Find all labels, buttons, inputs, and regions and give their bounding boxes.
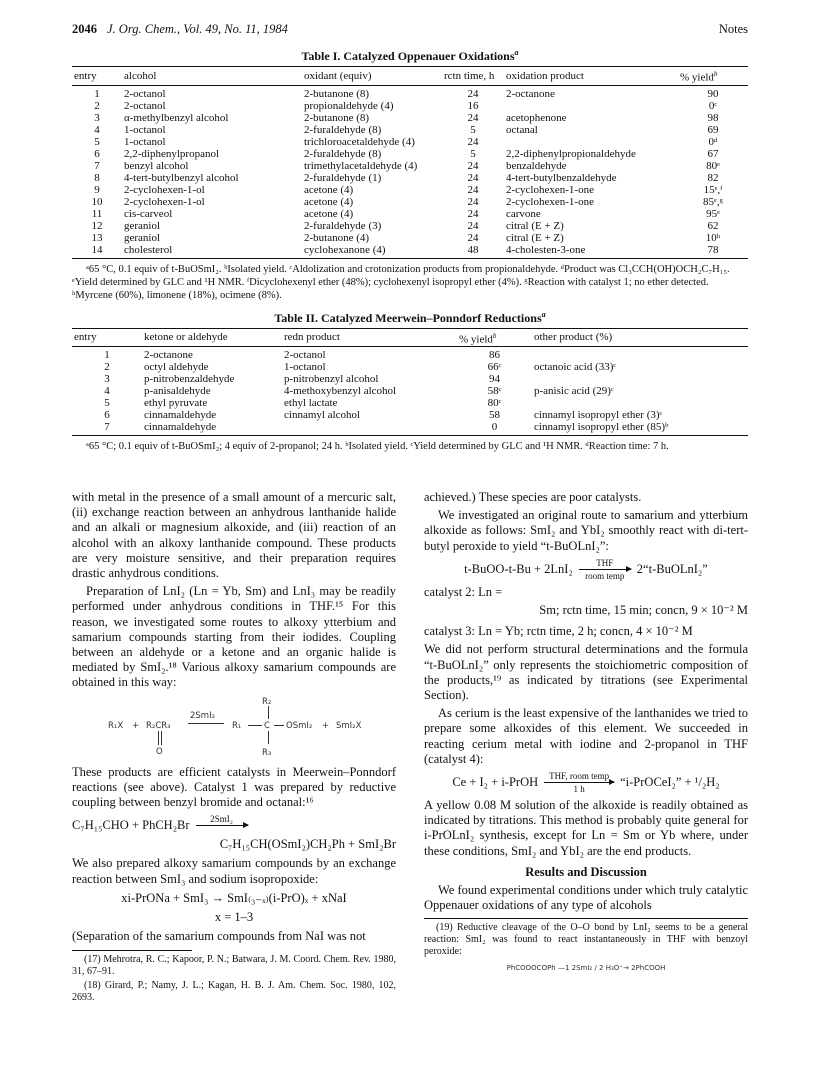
table2-cell: 86 bbox=[489, 349, 500, 362]
table1-cell: geraniol bbox=[124, 231, 161, 244]
table1-row bbox=[72, 85, 748, 100]
table1-row bbox=[72, 160, 748, 172]
reference-17: (17) Mehrotra, R. C.; Kapoor, P. N.; Batwara, J. M. Coord. Chem. Rev. 1980, 31, 67–91. bbox=[72, 954, 396, 978]
equation-1: C₇H₁₅CHO + PhCH₂Br 2SmI₂ C₇H₁₅CH(OSmI₂)CH₂Ph + SmI₂Br bbox=[72, 814, 396, 852]
table1-cell: 95ᵉ bbox=[706, 207, 720, 220]
table2-cell: 5 bbox=[104, 397, 110, 410]
table1-cell: 67 bbox=[707, 147, 719, 160]
table2-cell bbox=[282, 421, 457, 436]
table1-cell: 2-furaldehyde (1) bbox=[304, 171, 382, 184]
table1-cell: 24 bbox=[467, 171, 479, 184]
table1-cell: trimethylacetaldehyde (4) bbox=[304, 159, 418, 172]
table2-col-other: other product (%) bbox=[532, 328, 748, 347]
table1-row bbox=[72, 196, 748, 208]
table1-cell bbox=[504, 136, 678, 148]
table1-cell: 13 bbox=[91, 231, 103, 244]
table1-cell: acetophenone bbox=[506, 111, 567, 124]
table1 bbox=[72, 66, 748, 259]
footnote-rule bbox=[72, 950, 192, 951]
table1-cell: 5 bbox=[94, 135, 100, 148]
table1-cell: 6 bbox=[94, 147, 100, 160]
table1-row bbox=[72, 136, 748, 148]
table1-cell: 10 bbox=[91, 195, 103, 208]
table1-cell: α-methylbenzyl alcohol bbox=[124, 111, 229, 124]
table1-cell: 11 bbox=[91, 207, 103, 220]
table1-header-row bbox=[72, 67, 748, 86]
table1-cell: 69 bbox=[707, 123, 719, 136]
table2-cell: 4 bbox=[104, 385, 110, 398]
table2-cell: 2 bbox=[104, 361, 110, 374]
right-paragraph-4: As cerium is the least expensive of the lanthanides we tried to prepare some alkoxides of this element. We succeeded in reacting cerium metal with iodine and 2-propanol in THF (catalyst 4): bbox=[424, 706, 748, 766]
left-paragraph-5: (Separation of the samarium compounds from NaI was not bbox=[72, 929, 366, 944]
table1-cell: 0ᵈ bbox=[708, 135, 718, 148]
left-column bbox=[72, 490, 396, 1006]
table1-row bbox=[72, 172, 748, 184]
table2-cell: 6 bbox=[104, 409, 110, 422]
table1-cell: 14 bbox=[72, 244, 122, 259]
table2-cell: 58 bbox=[489, 409, 500, 422]
table1-cell: 24 bbox=[467, 231, 479, 244]
table1-col-oxidant: oxidant (equiv) bbox=[302, 67, 442, 86]
table1-cell: 4-cholesten-3-one bbox=[504, 244, 678, 259]
table2-cell: p-nitrobenzaldehyde bbox=[144, 373, 235, 386]
table1-cell: 24 bbox=[467, 219, 479, 232]
left-paragraph-4: We also prepared alkoxy samarium compounds by an exchange reaction between SmI₃ and sodium isopropoxide: bbox=[72, 856, 396, 886]
table2-cell: cinnamyl isopropyl ether (85)ᵇ bbox=[532, 421, 748, 436]
table2-row bbox=[72, 373, 748, 385]
table1-col-entry: entry bbox=[72, 67, 122, 86]
table1-cell: 2-butanone (4) bbox=[304, 231, 370, 244]
table1-cell: 98 bbox=[707, 111, 719, 124]
table2-footnote: ᵃ65 °C; 0.1 equiv of t-BuOSmI₂; 4 equiv of 2-propanol; 24 h. ᵇIsolated yield. ᶜYield determined by GLC and ¹H NMR. ᵈReaction time: 7 h. bbox=[86, 441, 669, 453]
table1-cell: 2-butanone (8) bbox=[304, 87, 370, 100]
table1-cell: 2 bbox=[94, 99, 100, 112]
table2-cell: 7 bbox=[72, 421, 142, 436]
table1-cell: 2-octanol bbox=[124, 99, 166, 112]
table1-cell: 1-octanol bbox=[124, 135, 166, 148]
table1-cell: 24 bbox=[467, 111, 479, 124]
page-header bbox=[72, 22, 748, 42]
table1-cell: trichloroacetaldehyde (4) bbox=[304, 135, 415, 148]
table2-col-entry: entry bbox=[72, 328, 142, 347]
table2-cell bbox=[532, 397, 748, 409]
table1-cell: 5 bbox=[470, 147, 476, 160]
table2-cell: p-anisaldehyde bbox=[144, 385, 211, 398]
table2-cell: 3 bbox=[104, 373, 110, 386]
table2-col-ketone: ketone or aldehyde bbox=[142, 328, 282, 347]
table1-cell: cholesterol bbox=[122, 244, 302, 259]
equation-3: t-BuOO-t-Bu + 2LnI₂ THF room temp 2“t-BuOLnI₂” bbox=[464, 557, 708, 581]
catalyst-2-details: Sm; rctn time, 15 min; concn, 9 × 10⁻² M bbox=[539, 603, 748, 618]
table2-cell: 80ᶜ bbox=[487, 397, 502, 410]
table1-cell: 2,2-diphenylpropionaldehyde bbox=[506, 147, 636, 160]
table2-cell: 58ᶜ bbox=[487, 385, 502, 398]
table1-cell: 62 bbox=[707, 219, 719, 232]
table2-row bbox=[72, 385, 748, 397]
table2-cell: cinnamyl isopropyl ether (3)ᶜ bbox=[534, 409, 663, 422]
table1-footnote: ᵃ65 °C, 0.1 equiv of t-BuOSmI₂. ᵇIsolated yield. ᶜAldolization and crotonization products from propionaldehyde. ᵈProduct was Cl₃CCH(OH)OCH₂C₇H₁₅. ᵉYield determined by GLC and ¹H NMR. ᶠDicyclohexenyl ether (48%); cyclohexenyl isopropyl ether (4%). ᵍReaction with catalyst 1; no ether detected. ʰMyrcene (60%), limonene (18%), ocimene (8%). bbox=[72, 263, 730, 301]
table2-row bbox=[72, 397, 748, 409]
right-references bbox=[424, 922, 748, 974]
table1-cell: benzyl alcohol bbox=[124, 159, 189, 172]
table1-row bbox=[72, 244, 748, 259]
table1-cell: 7 bbox=[94, 159, 100, 172]
left-paragraph-2: Preparation of LnI₂ (Ln = Yb, Sm) and LnI₃ may be readily performed under anhydrous conditions in THF.¹⁵ For this reason, we investigated some routes to alkoxy ytterbium and samarium compounds starting from their iodides. Coupling between an aldehyde or a ketone and an organic halide is mediated by SmI₂.¹⁸ Various alkoxy samarium compounds are obtained in this way: bbox=[72, 584, 396, 690]
table2-cell bbox=[532, 373, 748, 385]
journal-citation: J. Org. Chem., Vol. 49, No. 11, 1984 bbox=[107, 22, 288, 36]
table1-cell: 5 bbox=[470, 123, 476, 136]
table2-cell: ethyl lactate bbox=[284, 397, 338, 410]
table1-cell: 2-furaldehyde (8) bbox=[304, 123, 382, 136]
table1-cell: 2-cyclohexen-1-one bbox=[506, 195, 594, 208]
table1-row bbox=[72, 184, 748, 196]
table1-cell: 48 bbox=[442, 244, 504, 259]
table1-cell: 80ᵉ bbox=[706, 159, 720, 172]
table1-col-product: oxidation product bbox=[504, 67, 678, 86]
table1-row bbox=[72, 112, 748, 124]
table2-cell: cinnamaldehyde bbox=[142, 421, 282, 436]
table1-cell: carvone bbox=[506, 207, 541, 220]
table2-col-yield: % yield$^b$ bbox=[457, 328, 532, 347]
table1-col-alcohol: alcohol bbox=[122, 67, 302, 86]
table2-cell: 2-octanone bbox=[144, 349, 193, 362]
table1-cell: citral (E + Z) bbox=[506, 231, 564, 244]
table1-cell: 9 bbox=[94, 183, 100, 196]
table1-cell: 2,2-diphenylpropanol bbox=[124, 147, 220, 160]
table1-cell: citral (E + Z) bbox=[506, 219, 564, 232]
table1-cell: geraniol bbox=[124, 219, 161, 232]
right-paragraph-3: We did not perform structural determinations and the formula “t-BuOLnI₂” only represents the stoichiometric composition of the products,¹⁹ as indicated by titrations (see Experimental Section). bbox=[424, 642, 748, 703]
table1-cell: octanal bbox=[506, 123, 538, 136]
table2-cell: 94 bbox=[489, 373, 500, 386]
table2-row bbox=[72, 421, 748, 436]
catalyst-3-details: catalyst 3: Ln = Yb; rctn time, 2 h; concn, 4 × 10⁻² M bbox=[424, 624, 693, 639]
table1-cell: 24 bbox=[467, 135, 479, 148]
table1-cell: 82 bbox=[707, 171, 719, 184]
equation-2: xi-PrONa + SmI₃ → SmI₍₃₋ₓ₎(i-PrO)ₓ + xNaI bbox=[121, 890, 347, 905]
table1-row bbox=[72, 208, 748, 220]
table2-cell: octanoic acid (33)ᶜ bbox=[534, 361, 617, 374]
catalyst-2-label: catalyst 2: Ln = bbox=[424, 584, 503, 599]
table2-cell: 1 bbox=[104, 349, 110, 362]
table2-cell: cinnamaldehyde bbox=[144, 409, 217, 422]
equation-4: Ce + I₂ + i-PrOH THF, room temp 1 h “i-PrOCeI₂” + ¹/₂H₂ bbox=[452, 771, 720, 795]
table2-row bbox=[72, 347, 748, 362]
table1-cell: 2-furaldehyde (8) bbox=[304, 147, 382, 160]
table2-cell: p-nitrobenzyl alcohol bbox=[284, 373, 379, 386]
table1-cell: 24 bbox=[467, 159, 479, 172]
table1-cell: 2-octanone bbox=[506, 87, 555, 100]
table1-cell: 4-tert-butylbenzyl alcohol bbox=[124, 171, 239, 184]
table1-cell: 12 bbox=[91, 219, 103, 232]
table1-cell: 2-cyclohexen-1-ol bbox=[124, 183, 205, 196]
table1-cell: acetone (4) bbox=[304, 183, 354, 196]
table1-cell: cyclohexanone (4) bbox=[302, 244, 442, 259]
equation-2b: x = 1–3 bbox=[214, 910, 254, 925]
table1-cell: 4 bbox=[94, 123, 100, 136]
table1-cell: 24 bbox=[467, 207, 479, 220]
reference-19: (19) Reductive cleavage of the O–O bond by LnI₂ seems to be a general reaction: SmI₂ was found to react instantaneously in THF with benzoyl peroxide: bbox=[424, 922, 748, 958]
page-number: 2046 bbox=[72, 22, 97, 36]
right-paragraph-2: We investigated an original route to samarium and ytterbium alkoxide as follows: SmI₂ and YbI₂ smoothly react with di-tert-butyl peroxide to yield “t-BuOLnI₂”: bbox=[424, 508, 748, 553]
reference-19-equation: PhCOOOCOPh —1 2SmI₂ / 2 H₃O⁺→ 2PhCOOH bbox=[506, 964, 666, 973]
table1-cell: propionaldehyde (4) bbox=[304, 99, 394, 112]
table1-cell: 24 bbox=[467, 195, 479, 208]
body-columns bbox=[72, 490, 748, 1050]
table1-cell: 10ʰ bbox=[705, 231, 721, 244]
table1-cell: 2-cyclohexen-1-one bbox=[506, 183, 594, 196]
table1-cell: 2-butanone (8) bbox=[304, 111, 370, 124]
table1-cell: acetone (4) bbox=[304, 207, 354, 220]
table1-cell: 16 bbox=[467, 99, 479, 112]
right-paragraph-6: We found experimental conditions under which truly catalytic Oppenauer oxidations of any type of alcohols bbox=[424, 883, 748, 913]
table1-row bbox=[72, 148, 748, 160]
table1-cell: 3 bbox=[94, 111, 100, 124]
table1-cell: 4-tert-butylbenzaldehyde bbox=[506, 171, 617, 184]
journal-page bbox=[72, 22, 748, 1004]
table1-row bbox=[72, 220, 748, 232]
table1-cell: 8 bbox=[94, 171, 100, 184]
reference-18: (18) Girard, P.; Namy, J. L.; Kagan, H. B. J. Am. Chem. Soc. 1980, 102, 2693. bbox=[72, 980, 396, 1004]
table1-cell: benzaldehyde bbox=[506, 159, 567, 172]
table1-cell: 1-octanol bbox=[124, 123, 166, 136]
right-column bbox=[424, 490, 748, 974]
table2 bbox=[72, 328, 748, 437]
table2-cell: p-anisic acid (29)ᶜ bbox=[534, 385, 614, 398]
table1-cell: 90 bbox=[707, 87, 719, 100]
left-paragraph-3: These products are efficient catalysts in Meerwein–Ponndorf reactions (see above). Catalyst 1 was prepared by reductive coupling between benzyl bromide and octanal:¹⁶ bbox=[72, 764, 396, 810]
section-title: Results and Discussion bbox=[525, 864, 647, 879]
table1-col-yield: % yield$^b$ bbox=[678, 67, 748, 86]
table2-row bbox=[72, 361, 748, 373]
table1-cell: 2-octanol bbox=[124, 87, 166, 100]
table1-row bbox=[72, 100, 748, 112]
left-paragraph-1: with metal in the presence of a small amount of a mercuric salt, (ii) exchange reaction between an anhydrous lanthanide halide and an alkali or magnesium alkoxide, and (iii) reaction of an alcohol with an alkoxy lanthanide compound. These products are very moisture sensitive, and their preparation requires drastic anhydrous conditions. bbox=[72, 490, 396, 581]
table2-cell: 4-methoxybenzyl alcohol bbox=[284, 385, 397, 398]
table1-cell: 24 bbox=[467, 183, 479, 196]
table2-cell: 2-octanol bbox=[284, 349, 326, 362]
table1-cell: 78 bbox=[678, 244, 748, 259]
table2-row bbox=[72, 409, 748, 421]
table1-col-time: rctn time, h bbox=[442, 67, 504, 86]
reaction-scheme: R₁X + R₂CR₃ O 2SmI₂ R₁ C R₂ R₃ OSmI₂ + SmI₂X bbox=[108, 696, 362, 758]
table2-cell: 0 bbox=[457, 421, 532, 436]
right-paragraph-1: achieved.) These species are poor catalysts. bbox=[424, 490, 642, 504]
table1-row bbox=[72, 124, 748, 136]
table1-cell: 1 bbox=[94, 87, 100, 100]
table1-cell: cis-carveol bbox=[124, 207, 173, 220]
table1-cell: 0ᶜ bbox=[708, 99, 718, 112]
table1-cell: 2-cyclohexen-1-ol bbox=[124, 195, 205, 208]
table2-cell: 1-octanol bbox=[284, 361, 326, 374]
table1-cell bbox=[504, 100, 678, 112]
left-references bbox=[72, 954, 396, 1004]
table1-cell: 24 bbox=[467, 87, 479, 100]
table2-header-row bbox=[72, 328, 748, 347]
table1-cell: 15ᵉ,ᶠ bbox=[703, 183, 723, 196]
table2-cell: ethyl pyruvate bbox=[144, 397, 208, 410]
section-label: Notes bbox=[718, 22, 748, 36]
table1-cell: 2-furaldehyde (3) bbox=[304, 219, 382, 232]
right-paragraph-5: A yellow 0.08 M solution of the alkoxide is readily obtained as indicated by titrations. This method is probably quite general for i-PrOLnI₂ synthesis, except for Ln = Sm or Yb where, under these conditions, SmI₂ and YbI₂ are the end products. bbox=[424, 798, 748, 858]
table1-cell: 85ᵉ,ᵍ bbox=[703, 195, 723, 208]
table1-caption: Table I. Catalyzed Oppenauer Oxidations$^a$ bbox=[301, 48, 519, 63]
table1-cell: acetone (4) bbox=[304, 195, 354, 208]
table2-cell bbox=[532, 347, 748, 362]
table2-cell: 66ᶜ bbox=[487, 361, 502, 374]
table2-col-product: redn product bbox=[282, 328, 457, 347]
table2-cell: octyl aldehyde bbox=[144, 361, 209, 374]
table2-caption: Table II. Catalyzed Meerwein–Ponndorf Reductions$^a$ bbox=[274, 309, 546, 325]
table2-cell: cinnamyl alcohol bbox=[284, 409, 361, 422]
table1-row bbox=[72, 232, 748, 244]
